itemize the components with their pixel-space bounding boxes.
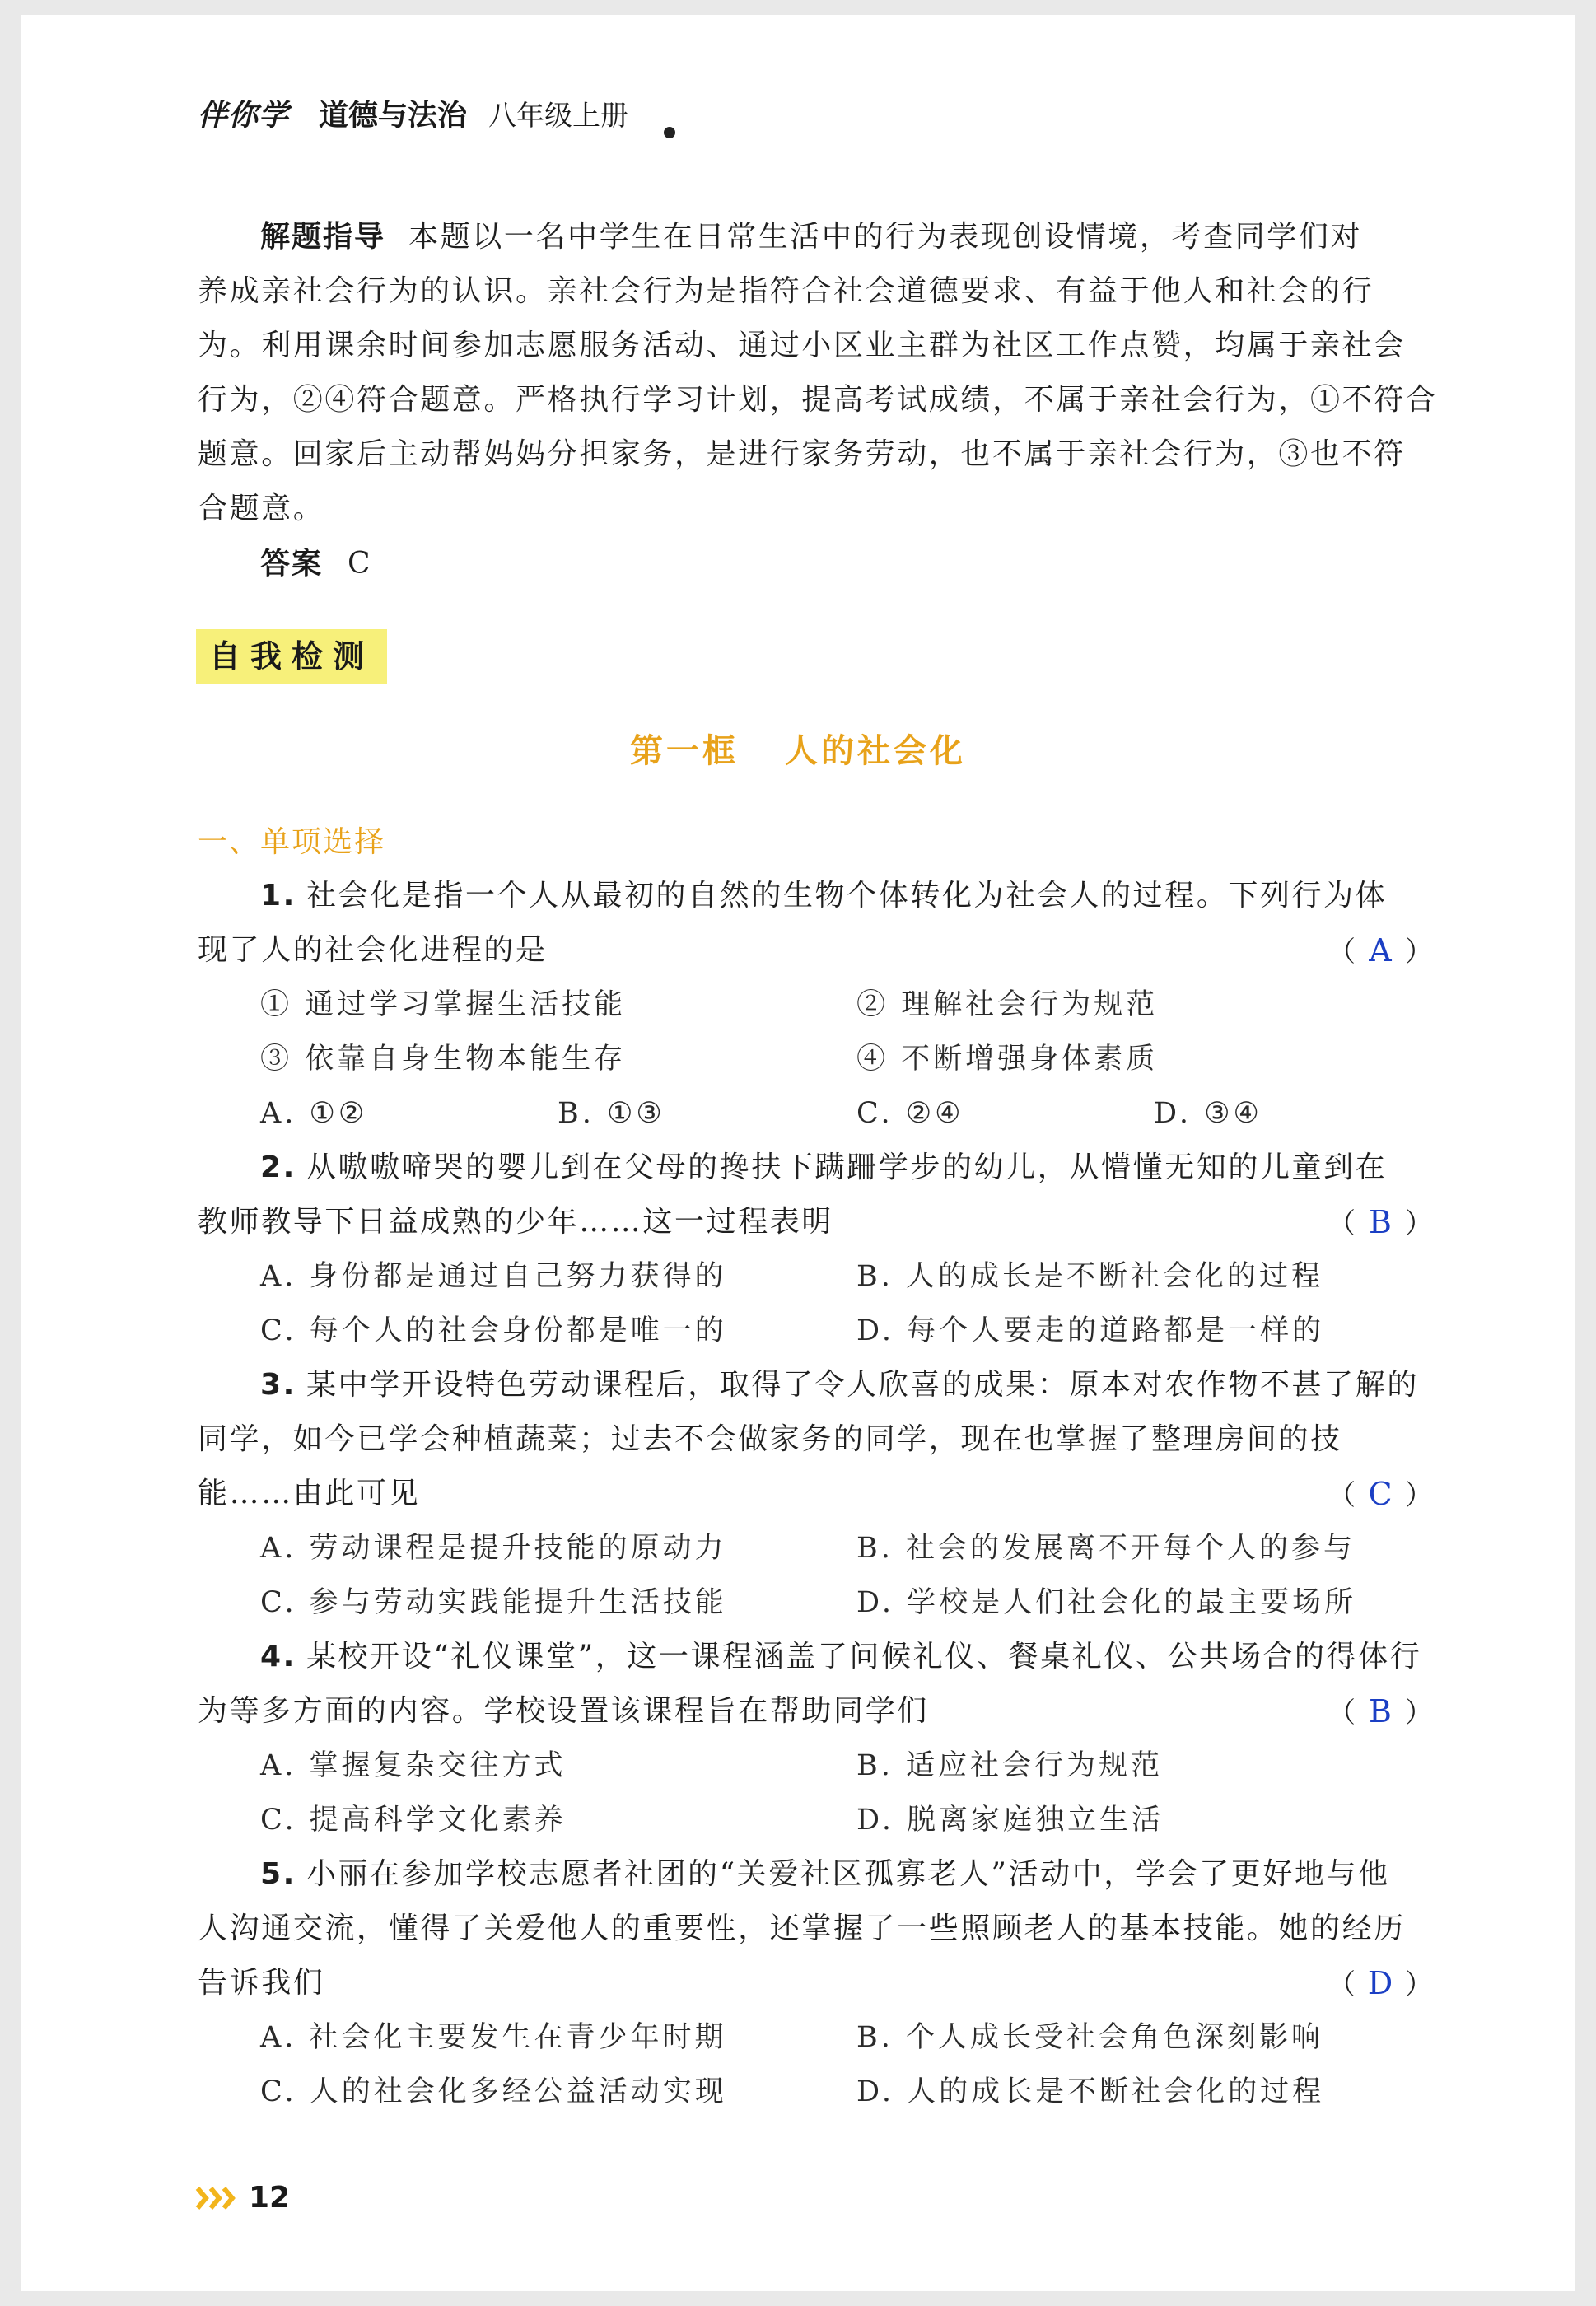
answer-mark: C — [1368, 1476, 1393, 1512]
question-stem-line: 1. 社会化是指一个人从最初的自然的生物个体转化为社会人的过程。下列行为体 — [260, 879, 1388, 913]
question-item — [198, 1141, 1433, 1358]
statement-row — [198, 978, 1433, 1032]
option-a: A. 劳动课程是提升技能的原动力 — [260, 1532, 727, 1565]
answer-mark: B — [1369, 1693, 1392, 1730]
guide-line — [198, 210, 1433, 264]
guide-line: 合题意。 — [198, 492, 325, 525]
answer-mark: A — [1369, 932, 1392, 969]
lesson-name: 人的社会化 — [785, 732, 966, 770]
question-number: 1. — [260, 879, 296, 913]
statement-item: ② 理解社会行为规范 — [856, 988, 1159, 1021]
option-row — [198, 1521, 1433, 1575]
option-c: C. 人的社会化多经公益活动实现 — [260, 2075, 727, 2108]
question-item — [198, 1847, 1433, 2119]
option-a: A. ①② — [260, 1097, 368, 1130]
page-number: 12 — [249, 2181, 291, 2215]
option-c: C. 参与劳动实践能提升生活技能 — [260, 1586, 727, 1619]
answer-mark: D — [1367, 1965, 1393, 2001]
option-c: C. 每个人的社会身份都是唯一的 — [260, 1314, 727, 1347]
option-c: C. ②④ — [856, 1097, 964, 1130]
question-stem-line: 能……由此可见 （ C ） — [198, 1467, 1433, 1521]
guide-line: 养成亲社会行为的认识。亲社会行为是指符合社会道德要求、有益于他人和社会的行 — [198, 274, 1374, 308]
triple-chevron-icon — [194, 2183, 239, 2213]
option-d: D. 脱离家庭独立生活 — [856, 1804, 1164, 1837]
lesson-title — [0, 725, 1596, 772]
lesson-part: 第一框 — [630, 732, 739, 770]
statement-item: ④ 不断增强身体素质 — [856, 1043, 1159, 1076]
option-row — [198, 1249, 1433, 1304]
answer-bracket: （ C ） — [1328, 1467, 1433, 1523]
guide-label: 解题指导 — [260, 220, 386, 254]
question-stem-line: 为等多方面的内容。学校设置该课程旨在帮助同学们 （ B ） — [198, 1684, 1433, 1739]
header-subject: 道德与法治 — [319, 99, 468, 133]
answer-bracket: （ A ） — [1328, 923, 1433, 979]
statement-row — [198, 1032, 1433, 1086]
option-row — [198, 1793, 1433, 1847]
option-b: B. ①③ — [558, 1097, 665, 1130]
answer-bracket: （ B ） — [1328, 1684, 1433, 1740]
question-number: 3. — [260, 1368, 296, 1402]
option-a: A. 社会化主要发生在青少年时期 — [260, 2021, 727, 2054]
question-stem-line: 2. 从嗷嗷啼哭的婴儿到在父母的搀扶下蹒跚学步的幼儿，从懵懂无知的儿童到在 — [260, 1151, 1388, 1184]
option-row — [198, 1575, 1433, 1630]
question-item — [198, 1358, 1433, 1630]
question-number: 2. — [260, 1151, 296, 1184]
option-b: B. 适应社会行为规范 — [856, 1749, 1163, 1782]
question-list — [198, 869, 1433, 2119]
option-d: D. 人的成长是不断社会化的过程 — [856, 2075, 1325, 2108]
solution-guide — [198, 210, 1438, 536]
page-footer — [194, 2181, 290, 2215]
option-row — [198, 1086, 1433, 1141]
question-number: 4. — [260, 1640, 296, 1673]
guide-answer — [260, 537, 371, 591]
section-badge: 自我检测 — [196, 629, 387, 684]
option-c: C. 提高科学文化素养 — [260, 1804, 567, 1837]
header-grade: 八年级上册 — [488, 100, 629, 133]
guide-text: 本题以一名中学生在日常生活中的行为表现创设情境，考查同学们对 — [408, 220, 1363, 254]
option-d: D. ③④ — [1154, 1097, 1262, 1130]
statement-item: ③ 依靠自身生物本能生存 — [260, 1043, 627, 1076]
option-row — [198, 1304, 1433, 1358]
guide-line: 为。利用课余时间参加志愿服务活动、通过小区业主群为社区工作点赞，均属于亲社会 — [198, 329, 1406, 362]
option-b: B. 人的成长是不断社会化的过程 — [856, 1260, 1323, 1293]
option-d: D. 学校是人们社会化的最主要场所 — [856, 1586, 1357, 1619]
option-b: B. 个人成长受社会角色深刻影响 — [856, 2021, 1323, 2054]
option-row — [198, 2010, 1433, 2065]
option-row — [198, 1739, 1433, 1793]
question-item — [198, 869, 1433, 1141]
header-bullet-icon — [664, 127, 675, 138]
answer-bracket: （ B ） — [1328, 1195, 1433, 1251]
option-a: A. 掌握复杂交往方式 — [260, 1749, 567, 1782]
option-d: D. 每个人要走的道路都是一样的 — [856, 1314, 1325, 1347]
question-stem-line: 同学，如今已学会种植蔬菜；过去不会做家务的同学，现在也掌握了整理房间的技 — [198, 1422, 1342, 1456]
statement-item: ① 通过学习掌握生活技能 — [260, 988, 627, 1021]
question-stem-line: 告诉我们 （ D ） — [198, 1956, 1433, 2010]
header-brand: 伴你学 — [198, 99, 290, 133]
question-stem-line: 现了人的社会化进程的是 （ A ） — [198, 923, 1433, 978]
guide-line: 行为，②④符合题意。严格执行学习计划，提高考试成绩，不属于亲社会行为，①不符合 — [198, 383, 1438, 417]
guide-line: 题意。回家后主动帮妈妈分担家务，是进行家务劳动，也不属于亲社会行为，③也不符 — [198, 437, 1406, 471]
answer-value: C — [348, 547, 371, 581]
answer-label: 答案 — [260, 547, 324, 581]
question-stem-line: 3. 某中学开设特色劳动课程后，取得了令人欣喜的成果：原本对农作物不甚了解的 — [260, 1368, 1419, 1402]
question-stem-line: 4. 某校开设“礼仪课堂”，这一课程涵盖了问候礼仪、餐桌礼仪、公共场合的得体行 — [260, 1640, 1422, 1673]
running-header — [198, 92, 629, 133]
answer-bracket: （ D ） — [1328, 1956, 1433, 2012]
question-item — [198, 1630, 1433, 1847]
question-stem-line: 教师教导下日益成熟的少年……这一过程表明 （ B ） — [198, 1195, 1433, 1249]
option-a: A. 身份都是通过自己努力获得的 — [260, 1260, 727, 1293]
question-number: 5. — [260, 1857, 296, 1891]
question-stem-line: 5. 小丽在参加学校志愿者社团的“关爱社区孤寡老人”活动中，学会了更好地与他 — [260, 1857, 1390, 1891]
question-stem-line: 人沟通交流，懂得了关爱他人的重要性，还掌握了一些照顾老人的基本技能。她的经历 — [198, 1912, 1406, 1945]
option-b: B. 社会的发展离不开每个人的参与 — [856, 1532, 1356, 1565]
answer-mark: B — [1369, 1204, 1392, 1240]
option-row — [198, 2065, 1433, 2119]
section-heading: 一、单项选择 — [198, 825, 386, 859]
